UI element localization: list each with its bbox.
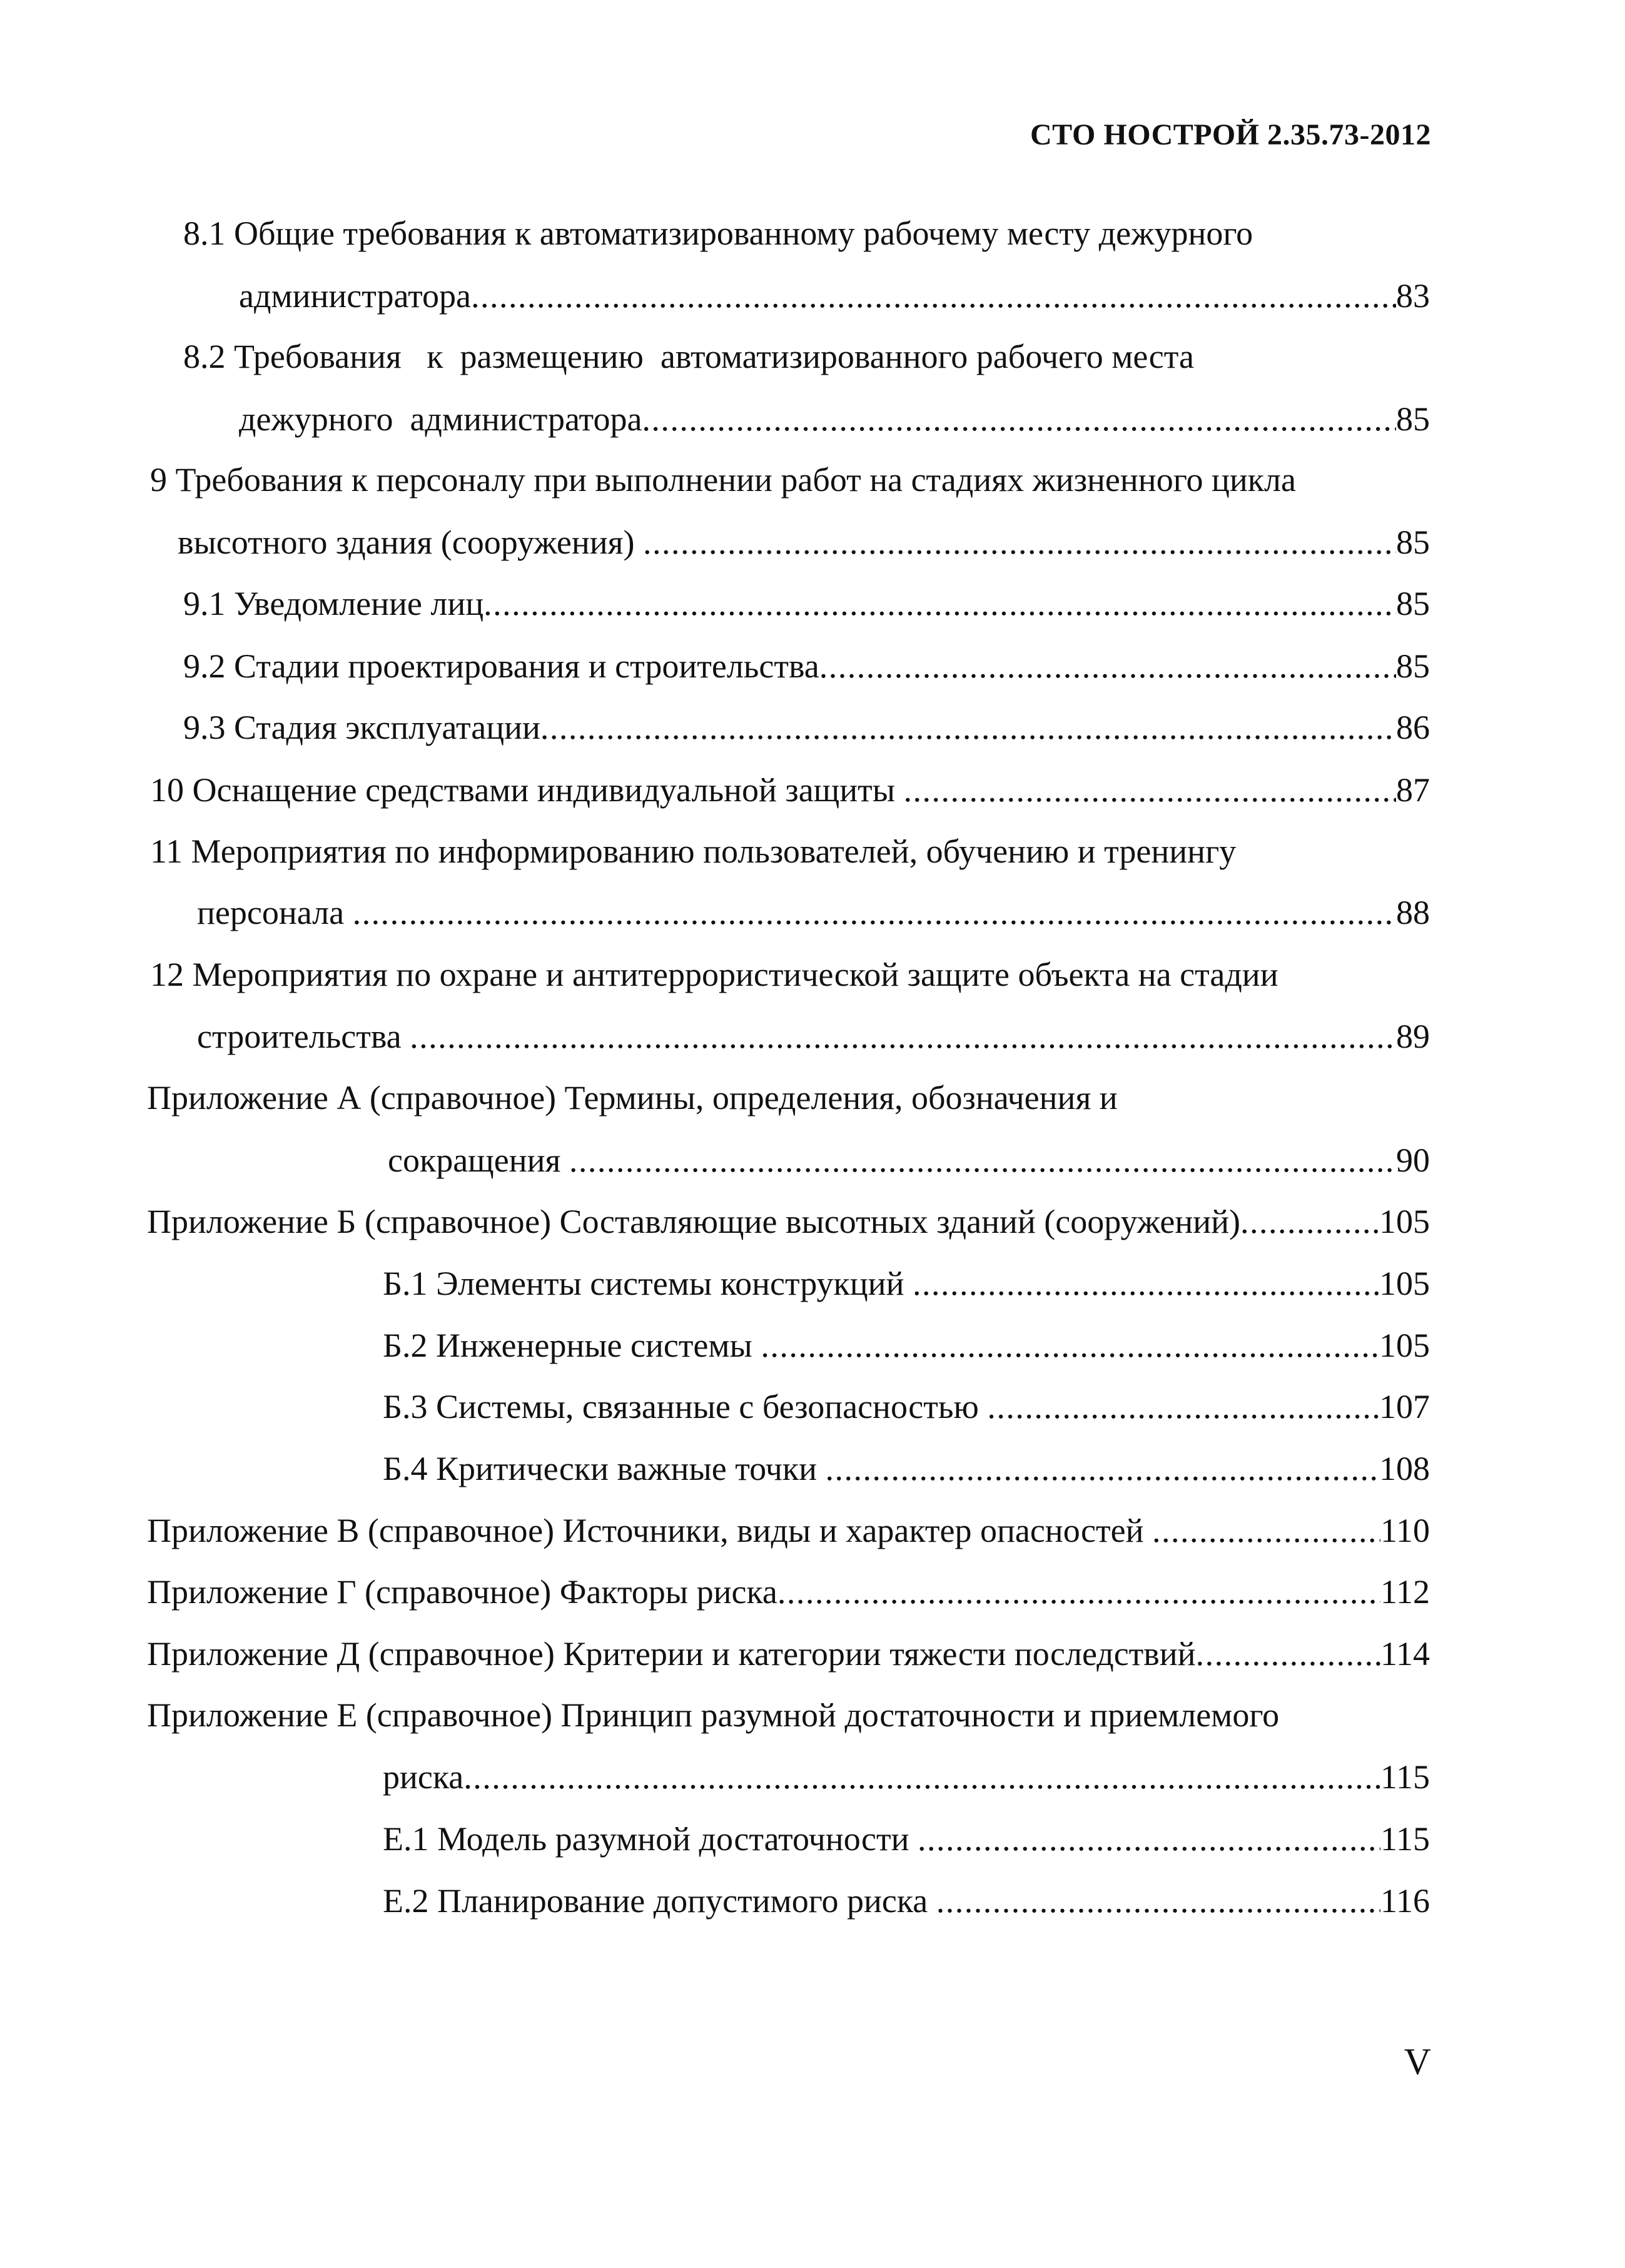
toc-page-number: 110 xyxy=(1380,1512,1430,1549)
toc-entry[interactable] xyxy=(239,398,1430,440)
toc-page-number: 83 xyxy=(1396,277,1430,315)
toc-entry-title: Приложение А (справочное) Термины, определения, обозначения и xyxy=(147,1079,1118,1116)
toc-entry-title: Приложение Б (справочное) Составляющие высотных зданий (сооружений) xyxy=(147,1203,1241,1240)
toc-entry-title: Приложение Е (справочное) Принцип разумной достаточности и приемлемого xyxy=(147,1696,1280,1734)
toc-entry[interactable] xyxy=(147,1510,1430,1551)
toc-page-number: 108 xyxy=(1379,1450,1430,1487)
document-code-header: СТО НОСТРОЙ 2.35.73-2012 xyxy=(1030,118,1431,151)
toc-leader-dots xyxy=(825,1448,1379,1489)
toc-page-number: 105 xyxy=(1379,1265,1430,1302)
toc-entry-title: Б.1 Элементы системы конструкций xyxy=(383,1265,913,1302)
toc-leader-dots xyxy=(936,1880,1380,1921)
toc-entry-title: 8.1 Общие требования к автоматизированному рабочему месту дежурного xyxy=(183,215,1253,252)
toc-leader-dots xyxy=(913,1263,1379,1304)
toc-entry xyxy=(150,459,1296,500)
toc-entry-title: сокращения xyxy=(388,1142,569,1179)
toc-entry-title: дежурного администратора xyxy=(239,400,642,438)
toc-leader-dots xyxy=(904,769,1396,811)
toc-entry-title: 8.2 Требования к размещению автоматизированного рабочего места xyxy=(183,338,1194,375)
toc-page-number: 107 xyxy=(1379,1388,1430,1425)
toc-entry-title: Приложение Г (справочное) Факторы риска xyxy=(147,1573,777,1611)
toc-entry xyxy=(150,954,1278,995)
toc-page-number: 90 xyxy=(1396,1142,1430,1179)
toc-leader-dots xyxy=(1196,1633,1380,1674)
toc-entry-title: 9 Требования к персоналу при выполнении работ на стадиях жизненного цикла xyxy=(150,461,1296,499)
toc-entry[interactable] xyxy=(388,1140,1430,1181)
toc-page-number: 85 xyxy=(1396,647,1430,685)
toc-entry-title: Е.2 Планирование допустимого риска xyxy=(383,1882,936,1920)
toc-entry[interactable] xyxy=(147,1633,1430,1674)
toc-leader-dots xyxy=(463,1756,1380,1798)
toc-entry[interactable] xyxy=(383,1756,1430,1798)
toc-entry[interactable] xyxy=(178,522,1430,563)
toc-leader-dots xyxy=(642,398,1396,440)
toc-entry xyxy=(147,1077,1118,1118)
toc-leader-dots xyxy=(483,583,1396,624)
toc-page-number: 105 xyxy=(1379,1327,1430,1364)
toc-entry[interactable] xyxy=(183,707,1430,748)
toc-entry xyxy=(150,831,1236,872)
toc-entry-title: Е.1 Модель разумной достаточности xyxy=(383,1820,918,1858)
toc-leader-dots xyxy=(643,522,1396,563)
toc-entry-title: 12 Мероприятия по охране и антитеррористической защите объекта на стадии xyxy=(150,956,1278,993)
toc-leader-dots xyxy=(540,707,1396,748)
toc-leader-dots xyxy=(569,1140,1396,1181)
toc-entry xyxy=(147,1694,1279,1736)
toc-page-number: 114 xyxy=(1380,1635,1430,1673)
toc-leader-dots xyxy=(819,645,1396,687)
toc-entry-title: 9.2 Стадии проектирования и строительства xyxy=(183,647,819,685)
toc-entry-title: Приложение Д (справочное) Критерии и категории тяжести последствий xyxy=(147,1635,1196,1673)
toc-entry[interactable] xyxy=(383,1880,1430,1921)
toc-entry-title: 9.1 Уведомление лиц xyxy=(183,585,484,622)
toc-entry-title: Б.3 Системы, связанные с безопасностью xyxy=(383,1388,988,1425)
toc-page-number: 112 xyxy=(1380,1573,1430,1611)
toc-page-number: 85 xyxy=(1396,524,1430,561)
toc-entry-title: Приложение В (справочное) Источники, виды и характер опасностей xyxy=(147,1512,1152,1549)
page-number-footer: V xyxy=(1404,2041,1431,2082)
toc-entry[interactable] xyxy=(197,1016,1430,1057)
toc-page-number: 116 xyxy=(1380,1882,1430,1920)
toc-page-number: 115 xyxy=(1380,1758,1430,1796)
toc-entry-title: персонала xyxy=(197,894,353,931)
toc-entry-title: администратора xyxy=(239,277,471,315)
toc-entry[interactable] xyxy=(183,645,1430,687)
toc-page-number: 88 xyxy=(1396,894,1430,931)
toc-entry-title: высотного здания (сооружения) xyxy=(178,524,643,561)
toc-leader-dots xyxy=(410,1016,1396,1057)
toc-entry[interactable] xyxy=(239,275,1430,316)
toc-entry-title: Б.4 Критически важные точки xyxy=(383,1450,826,1487)
toc-leader-dots xyxy=(761,1325,1379,1366)
toc-entry xyxy=(183,336,1194,377)
toc-leader-dots xyxy=(1152,1510,1380,1551)
toc-page-number: 86 xyxy=(1396,709,1430,746)
toc-leader-dots xyxy=(918,1818,1380,1860)
toc-entry[interactable] xyxy=(150,769,1430,811)
toc-entry[interactable] xyxy=(147,1201,1430,1242)
toc-page-number: 85 xyxy=(1396,585,1430,622)
toc-entry[interactable] xyxy=(383,1818,1430,1860)
toc-page-number: 105 xyxy=(1379,1203,1430,1240)
toc-entry[interactable] xyxy=(147,1571,1430,1612)
toc-entry[interactable] xyxy=(183,583,1430,624)
toc-entry-title: строительства xyxy=(197,1018,410,1055)
toc-leader-dots xyxy=(471,275,1396,316)
toc-page-number: 85 xyxy=(1396,400,1430,438)
toc-entry[interactable] xyxy=(197,892,1430,933)
toc-leader-dots xyxy=(987,1386,1379,1427)
toc-entry[interactable] xyxy=(383,1386,1430,1427)
toc-leader-dots xyxy=(1240,1201,1379,1242)
toc-entry-title: 9.3 Стадия эксплуатации xyxy=(183,709,540,746)
toc-page-number: 89 xyxy=(1396,1018,1430,1055)
toc-leader-dots xyxy=(353,892,1396,933)
toc-entry[interactable] xyxy=(383,1448,1430,1489)
toc-page-number: 115 xyxy=(1380,1820,1430,1858)
toc-page-number: 87 xyxy=(1396,771,1430,809)
toc-entry-title: 10 Оснащение средствами индивидуальной защиты xyxy=(150,771,904,809)
toc-entry[interactable] xyxy=(383,1263,1430,1304)
toc-entry[interactable] xyxy=(383,1325,1430,1366)
toc-entry-title: Б.2 Инженерные системы xyxy=(383,1327,761,1364)
toc-entry xyxy=(183,213,1253,254)
toc-entry-title: 11 Мероприятия по информированию пользователей, обучению и тренингу xyxy=(150,833,1237,870)
toc-leader-dots xyxy=(777,1571,1380,1612)
toc-entry-title: риска xyxy=(383,1758,464,1796)
